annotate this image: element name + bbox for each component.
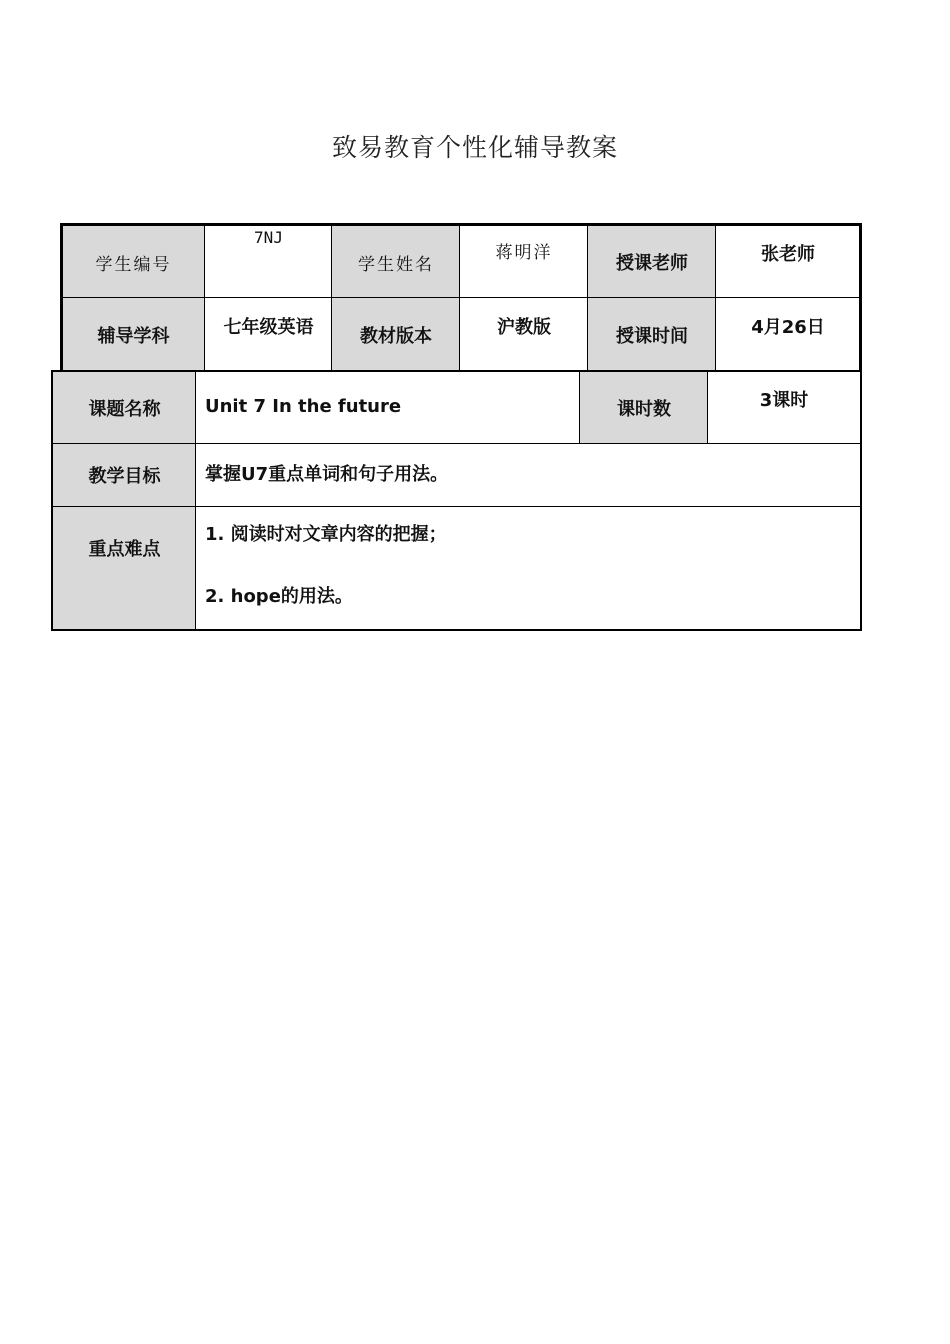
student-name-value: 蒋明洋 [495, 243, 553, 263]
teacher-value: 张老师 [761, 244, 815, 265]
edition-label: 教材版本 [332, 298, 460, 371]
table-border [859, 223, 862, 371]
table-border [60, 223, 63, 371]
key-point-item: 2. hope的用法。 [205, 586, 353, 607]
table-border [51, 370, 53, 631]
key-points-label: 重点难点 [88, 539, 161, 560]
edition-value: 沪教版 [497, 317, 551, 338]
hours-label: 课时数 [580, 372, 708, 443]
table-border [53, 506, 861, 507]
teacher-label: 授课老师 [588, 226, 716, 298]
goal-label: 教学目标 [53, 444, 196, 506]
table-border [62, 297, 861, 298]
student-id-label: 学生编号 [62, 226, 205, 298]
time-label: 授课时间 [588, 298, 716, 371]
table-border [53, 443, 861, 444]
table-border [587, 225, 588, 371]
table-border [60, 223, 862, 226]
time-value: 4月26日 [751, 317, 825, 338]
student-name-label: 学生姓名 [332, 226, 460, 298]
table-border [51, 629, 862, 631]
table-border [204, 225, 205, 371]
hours-value: 3课时 [759, 390, 809, 411]
table-border [51, 370, 862, 372]
subject-label: 辅导学科 [62, 298, 205, 371]
key-point-item: 1. 阅读时对文章内容的把握； [205, 524, 447, 545]
topic-value: Unit 7 In the future [205, 396, 402, 417]
table-border [715, 225, 716, 371]
table-border [331, 225, 332, 371]
document-title: 致易教育个性化辅导教案 [331, 133, 618, 162]
table-border [459, 225, 460, 371]
subject-value: 七年级英语 [223, 317, 314, 338]
table-border [579, 372, 580, 444]
student-id-value: 7NJ [254, 228, 283, 247]
key-points-label-cell [53, 507, 196, 630]
table-border [707, 372, 708, 444]
topic-label: 课题名称 [53, 372, 196, 443]
goal-value: 掌握U7重点单词和句子用法。 [205, 464, 449, 485]
table-border [860, 370, 862, 631]
table-border [195, 372, 196, 630]
